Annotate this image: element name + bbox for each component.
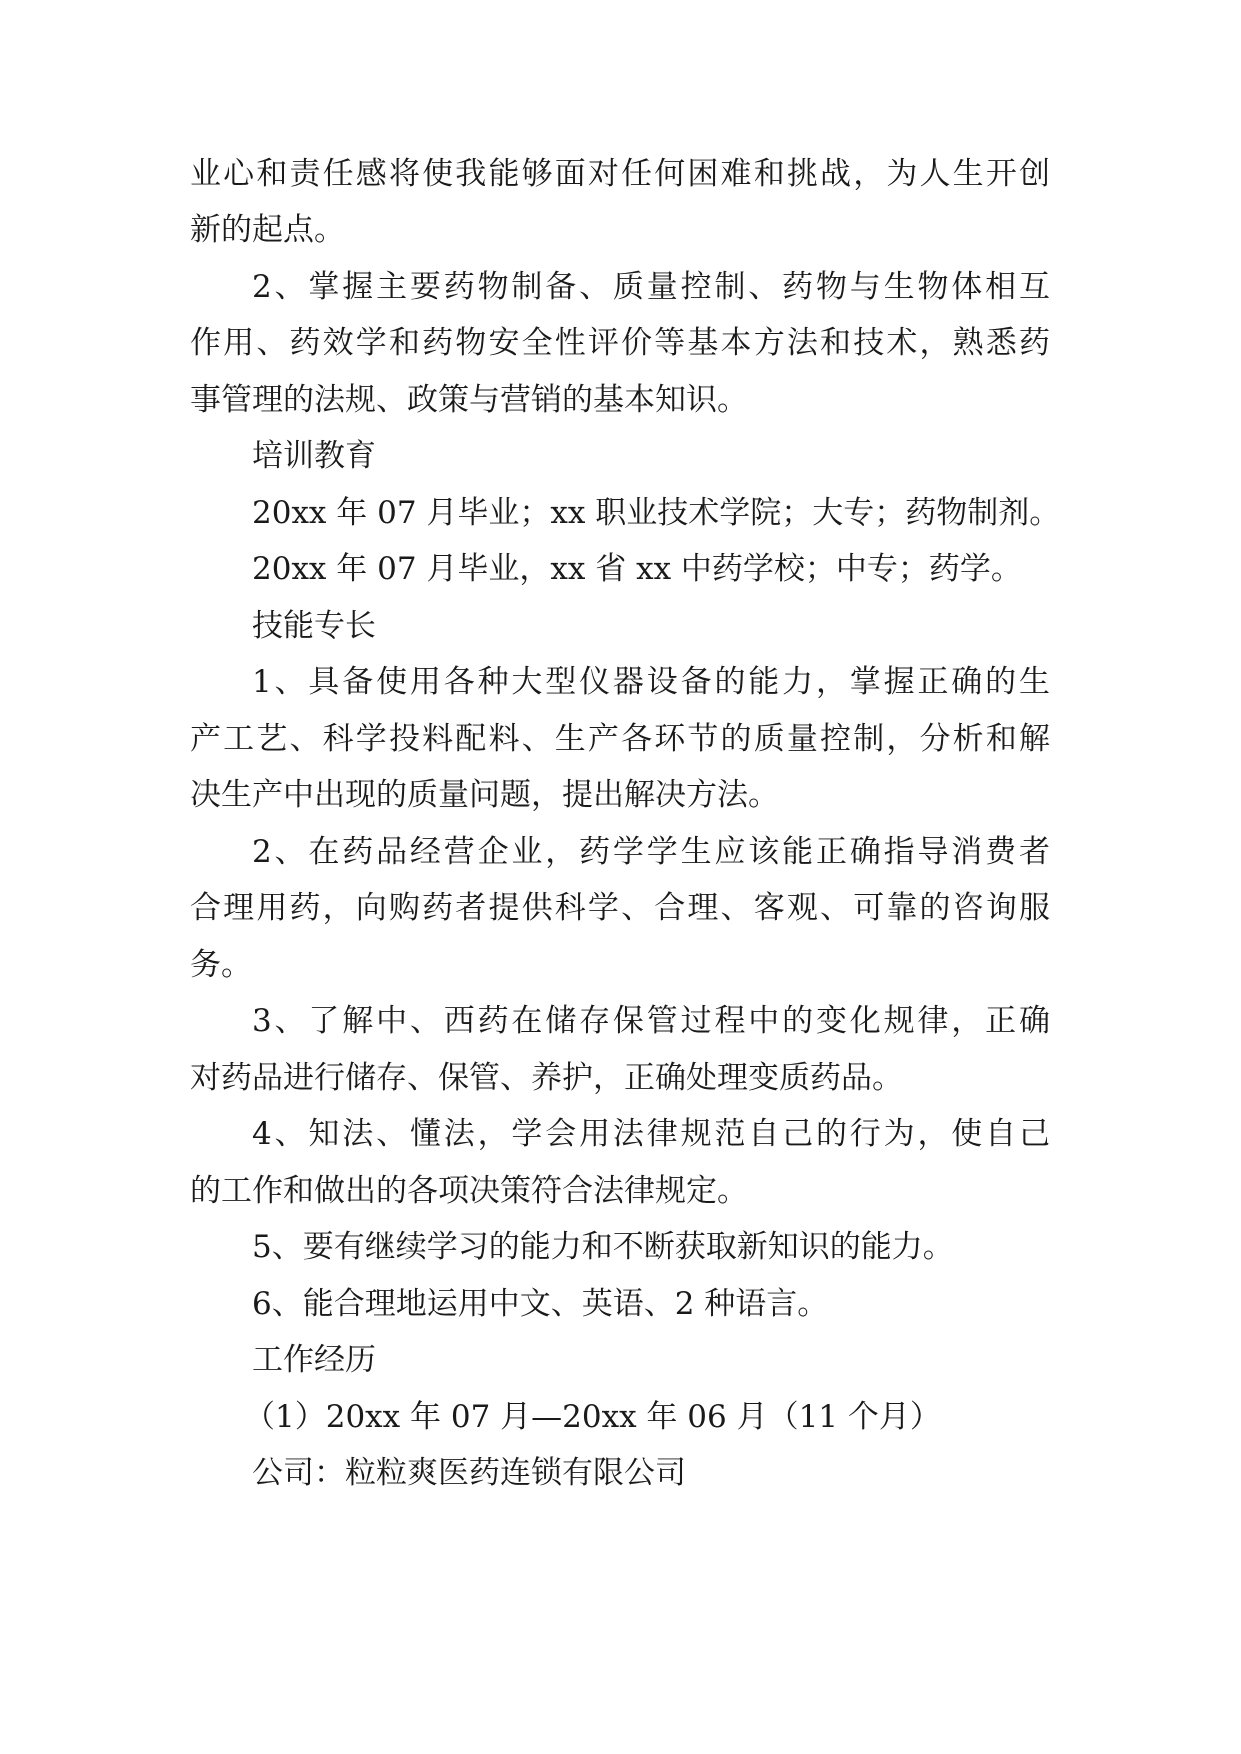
text-line: 新的起点。 <box>190 212 345 248</box>
text-line: 2、掌握主要药物制备、质量控制、药物与生物体相互 <box>252 269 1050 305</box>
text-line: 务。 <box>190 947 252 983</box>
text-line: 业心和责任感将使我能够面对任何困难和挑战，为人生开创 <box>190 156 1050 192</box>
text-line: 作用、药效学和药物安全性评价等基本方法和技术，熟悉药 <box>190 325 1050 361</box>
text-line: 合理用药，向购药者提供科学、合理、客观、可靠的咨询服 <box>190 890 1050 926</box>
text-line: 5、要有继续学习的能力和不断获取新知识的能力。 <box>252 1229 954 1265</box>
section-heading-training: 培训教育 <box>252 438 376 474</box>
education-entry: 20xx 年 07 月毕业，xx 省 xx 中药学校；中专；药学。 <box>252 551 1022 587</box>
text-line: 事管理的法规、政策与营销的基本知识。 <box>190 382 748 418</box>
text-line: 4、知法、懂法，学会用法律规范自己的行为，使自己 <box>252 1116 1050 1152</box>
text-line: 的工作和做出的各项决策符合法律规定。 <box>190 1173 748 1209</box>
text-line: 1、具备使用各种大型仪器设备的能力，掌握正确的生 <box>252 664 1050 700</box>
text-line: 2、在药品经营企业，药学学生应该能正确指导消费者 <box>252 834 1050 870</box>
text-line: 决生产中出现的质量问题，提出解决方法。 <box>190 777 779 813</box>
text-line: 3、了解中、西药在储存保管过程中的变化规律，正确 <box>252 1003 1050 1039</box>
work-period: （1）20xx 年 07 月—20xx 年 06 月（11 个月） <box>244 1399 941 1435</box>
text-line: 对药品进行储存、保管、养护，正确处理变质药品。 <box>190 1060 903 1096</box>
section-heading-work: 工作经历 <box>252 1342 376 1378</box>
education-entry: 20xx 年 07 月毕业；xx 职业技术学院；大专；药物制剂。 <box>252 495 1061 531</box>
text-line: 产工艺、科学投料配料、生产各环节的质量控制，分析和解 <box>190 721 1050 757</box>
section-heading-skills: 技能专长 <box>252 608 376 644</box>
work-company: 公司：粒粒爽医药连锁有限公司 <box>252 1455 686 1491</box>
text-line: 6、能合理地运用中文、英语、2 种语言。 <box>252 1286 829 1322</box>
